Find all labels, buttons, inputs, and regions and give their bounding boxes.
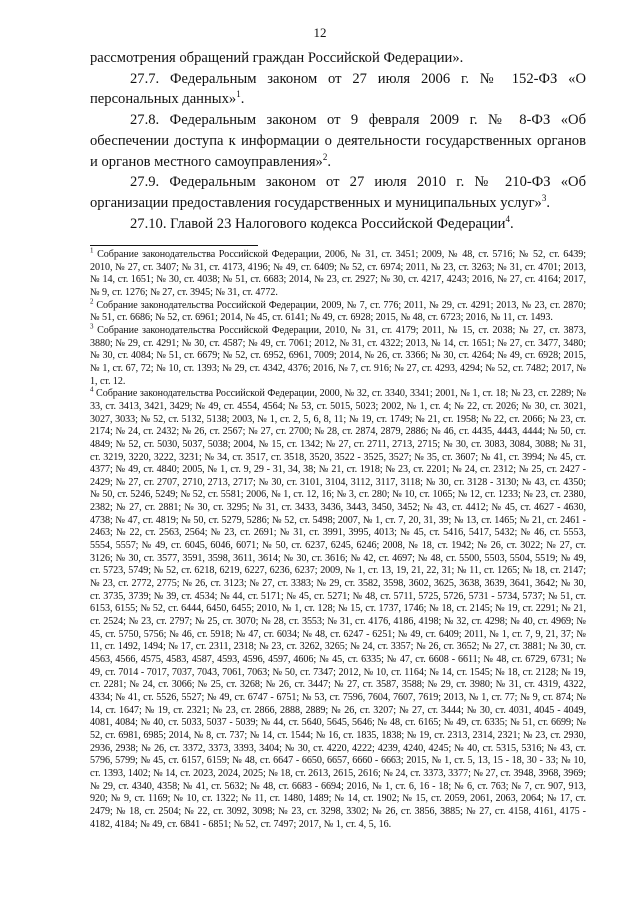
paragraph-item-27-8 — [90, 110, 586, 172]
paragraph-text: 27.8. Федеральным законом от 9 февраля 2009 г. № 8-ФЗ «Об обеспечении доступа к информации о деятельности государственных органов и органов местного самоуправления» — [90, 112, 586, 170]
paragraph-text: 27.9. Федеральным законом от 27 июля 2010 г. № 210-ФЗ «Об организации предоставления государственных и муниципальных услуг» — [90, 174, 586, 212]
footnote-ref[interactable]: 4 — [505, 213, 510, 224]
footnote-ref[interactable]: 2 — [322, 151, 328, 162]
footnote-number: 4 — [90, 385, 94, 394]
footnote-2 — [90, 297, 586, 325]
paragraph-text: рассмотрения обращений граждан Российской Федерации». — [90, 50, 464, 66]
footnote-ref[interactable]: 3 — [541, 193, 547, 204]
paragraph-item-27-10 — [90, 214, 586, 235]
footnote-number: 3 — [90, 322, 94, 331]
footnote-4 — [90, 385, 586, 831]
paragraph-tail: . — [509, 215, 514, 232]
page-number: 12 — [313, 25, 327, 40]
paragraph-text: 27.10. Главой 23 Налогового кодекса Российской Федерации — [130, 215, 506, 232]
footnotes — [90, 246, 586, 831]
main-text — [90, 48, 586, 234]
paragraph-tail: . — [546, 195, 551, 212]
footnote-separator — [90, 245, 258, 246]
footnote-text: Собрание законодательства Российской Федерации, 2010, № 31, ст. 4179; 2011, № 15, ст. 2038; № 27, ст. 3873, 3880; № 29, ст. 4291; № 30, ст. 4587; № 49, ст. 7061; 2012, № 31, ст. 4322; 2013, № 14, ст. 1651; № 27, ст. 3477, 3480; № 30, ст. 4084; № 51, ст. 6679; № 52, ст. 6952, 6961, 7009; 2014, № 26, ст. 3366; № 30, ст. 4264; № 49, ст. 6928; 2015, № 1, ст. 67, 72; № 10, ст. 1393; № 29, ст. 4342, 4376; 2016, № 7, ст. 916; № 27, ст. 4293, 4294; № 52, ст. 7482; 2017, № 1, ст. 12. — [90, 324, 586, 387]
paragraph-tail: . — [327, 153, 332, 170]
footnote-text: Собрание законодательства Российской Федерации, 2009, № 7, ст. 776; 2011, № 29, ст. 4291; 2013, № 23, ст. 2870; № 51, ст. 6686; № 52, ст. 6961; 2014, № 45, ст. 6141; № 49, ст. 6928; 2015, № 48, ст. 6723; 2016, № 11, ст. 1493. — [90, 299, 586, 324]
paragraph-item-27-9 — [90, 172, 586, 213]
footnote-text: Собрание законодательства Российской Федерации, 2000, № 32, ст. 3340, 3341; 2001, № 1, ст. 18; № 23, ст. 2289; № 33, ст. 3413, 3421, 3429; № 49, ст. 4554, 4564; № 53, ст. 5015, 5023; 2002, № 1, ст. 4; № 22, ст. 2026; № 30, ст. 3021, 3027, 3033; № 52, ст. 5132, 5138; 2003, № 1, ст. 2, 5, 6, 8, 11; № 19, ст. 1749; № 21, ст. 1958; № 22, ст. 2066; № 23, ст. 2174; № 24, ст. 2432; № 26, ст. 2567; № 27, ст. 2700; № 28, ст. 2874, 2879, 2886; № 46, ст. 4435, 4443, 4444; № 50, ст. 4849; № 52, ст. 5030, 5037, 5038; 2004, № 15, ст. 1342; № 27, ст. 2711, 2713, 2715; № 30, ст. 3083, 3084, 3088; № 31, ст. 3219, 3220, 3222, 3231; № 34, ст. 3517, ст. 3518, 3520, 3522 - 3525, 3527; № 35, ст. 3607; № 41, ст. 3994; № 45, ст. 4377; № 49, ст. 4840; 2005, № 1, ст. 9, 29 - 31, 34, 38; № 21, ст. 1918; № 23, ст. 2201; № 24, ст. 2312; № 25, ст. 2427 - 2429; № 27, ст. 2707, 2710, 2713, 2717; № 30, ст. 3101, 3104, 3112, 3117, 3118; № 30, ст. 3128 - 3130; № 43, ст. 4350; № 50, ст. 5246, 5249; № 52, ст. 5581; 2006, № 1, ст. 12, 16; № 3, ст. 280; № 10, ст. 1065; № 12, ст. 1233; № 23, ст. 2380, 2382; № 27, ст. 2881; № 30, ст. 3295; № 31, ст. 3433, 3436, 3443, 3450, 3452; № 43, ст. 4412; № 45, ст. 4627 - 4630, 4738; № 47, ст. 4819; № 50, ст. 5279, 5286; № 52, ст. 5498; 2007, № 1, ст. 7, 20, 31, 39; № 13, ст. 1465; № 21, ст. 2461 - 2463; № 22, ст. 2563, 2564; № 23, ст. 2691; № 31, ст. 3991, 3995, 4013; № 45, ст. 5416, 5417, 5432; № 46, ст. 5553, 5554, 5557; № 49, ст. 6045, 6046, 6071; № 50, ст. 6237, 6245, 6246; 2008, № 18, ст. 1942; № 26, ст. 3022; № 27, ст. 3126; № 30, ст. 3577, 3591, 3598, 3611, 3614; № 30, ст. 3616; № 42, ст. 4697; № 48, ст. 5500, 5503, 5504, 5519; № 49, ст. 5723, 5749; № 52, ст. 6218, 6219, 6227, 6236, 6237; 2009, № 1, ст. 13, 19, 21, 22, 31; № 11, ст. 1265; № 18, ст. 2147; № 23, ст. 2772, 2775; № 26, ст. 3123; № 27, ст. 3383; № 29, ст. 3582, 3598, 3602, 3625, 3638, 3639, 3641, 3642; № 30, ст. 3735, 3739; № 39, ст. 4534; № 44, ст. 5171; № 45, ст. 5271; № 48, ст. 5711, 5725, 5726, 5731 - 5734, 5737; № 51, ст. 6153, 6155; № 52, ст. 6444, 6450, 6455; 2010, № 1, ст. 128; № 15, ст. 1737, 1746; № 18, ст. 2145; № 19, ст. 2291; № 21, ст. 2524; № 23, ст. 2797; № 25, ст. 3070; № 28, ст. 3553; № 31, ст. 4176, 4186, 4198; № 32, ст. 4298; № 40, ст. 4969; № 45, ст. 5750, 5756; № 46, ст. 5918; № 47, ст. 6034; № 48, ст. 6247 - 6251; № 49, ст. 6409; 2011, № 1, ст. 7, 9, 21, 37; № 11, ст. 1492, 1494; № 17, ст. 2311, 2318; № 23, ст. 3262, 3265; № 24, ст. 3357; № 26, ст. 3652; № 27, ст. 3881; № 30, ст. 4563, 4566, 4575, 4583, 4587, 4593, 4596, 4597, 4606; № 45, ст. 6335; № 47, ст. 6608 - 6611; № 48, ст. 6729, 6731; № 49, ст. 7014 - 7017, 7037, 7043, 7061, 7063; № 50, ст. 7347; 2012, № 10, ст. 1164; № 14, ст. 1545; № 18, ст. 2128; № 19, ст. 2281; № 24, ст. 3066; № 25, ст. 3268; № 26, ст. 3447; № 27, ст. 3587, 3588; № 29, ст. 3980; № 31, ст. 4319, 4322, 4334; № 41, ст. 5526, 5527; № 49, ст. 6747 - 6751; № 53, ст. 7596, 7604, 7607, 7619; 2013, № 1, ст. 77; № 9, ст. 874; № 14, ст. 1647; № 19, ст. 2321; № 23, ст. 2866, 2888, 2889; № 26, ст. 3207; № 27, ст. 3444; № 30, ст. 4031, 4045 - 4049, 4081, 4084; № 40, ст. 5033, 5037 - 5039; № 44, ст. 5640, 5645, 5646; № 48, ст. 6165; № 49, ст. 6335; № 51, ст. 6699; № 52, ст. 6981, 6985; 2014, № 8, ст. 737; № 14, ст. 1544; № 16, ст. 1835, 1838; № 19, ст. 2313, 2314, 2321; № 23, ст. 2930, 2936, 2938; № 26, ст. 3372, 3373, 3393, 3404; № 30, ст. 4220, 4222; 4239, 4240, 4245; № 40, ст. 5315, 5316; № 43, ст. 5796, 5799; № 45, ст. 6157, 6159; № 48, ст. 6647 - 6650, 6657, 6660 - 6663; 2015, № 1, ст. 5, 13, 15 - 18, 30 - 33; № 10, ст. 1393, 1402; № 14, ст. 2023, 2024, 2025; № 18, ст. 2613, 2615, 2616; № 24, ст. 3373, 3377; № 27, ст. 3948, 3968, 3969; № 29, ст. 4340, 4358; № 41, ст. 5632; № 48, ст. 6683 - 6694; 2016, № 1, ст. 6, 16 - 18; № 6, ст. 763; № 7, ст. 907, 913, 920; № 9, ст. 1169; № 10, ст. 1322; № 11, ст. 1480, 1489; № 14, ст. 1902; № 15, ст. 2059, 2061, 2063, 2064; № 17, ст. 2479; № 18, ст. 2504; № 22, ст. 3092, 3098; № 23, ст. 3298, 3302; № 26, ст. 3856, 3885; № 27, ст. 4158, 4161, 4175 - 4182, 4184; № 49, ст. 6841 - 6851; № 52, ст. 7497; 2017, № 1, ст. 4, 5, 16. — [90, 388, 586, 830]
paragraph-text: 27.7. Федеральным законом от 27 июля 2006 г. № 152-ФЗ «О персональных данных» — [90, 70, 586, 108]
footnote-ref[interactable]: 1 — [236, 89, 241, 100]
footnote-number: 2 — [90, 297, 94, 306]
paragraph-item-27-7 — [90, 69, 586, 110]
footnote-3 — [90, 322, 586, 388]
paragraph-continuation — [90, 48, 586, 69]
paragraph-tail: . — [240, 91, 245, 108]
footnote-number: 1 — [90, 246, 94, 255]
footnote-1 — [90, 246, 586, 300]
footnote-text: Собрание законодательства Российской Федерации, 2006, № 31, ст. 3451; 2009, № 48, ст. 5716; № 52, ст. 6439; 2010, № 27, ст. 3407; № 31, ст. 4173, 4196; № 49, ст. 6409; № 52, ст. 6974; 2011, № 23, ст. 3263; № 31, ст. 4701; 2013, № 14, ст. 1651; № 30, ст. 4038; № 51, ст. 6683; 2014, № 23, ст. 2927; № 30, ст. 4217, 4243; 2016, № 27, ст. 4164; 2017, № 9, ст. 1276; № 27, ст. 3945; № 31, ст. 4772. — [90, 249, 586, 298]
